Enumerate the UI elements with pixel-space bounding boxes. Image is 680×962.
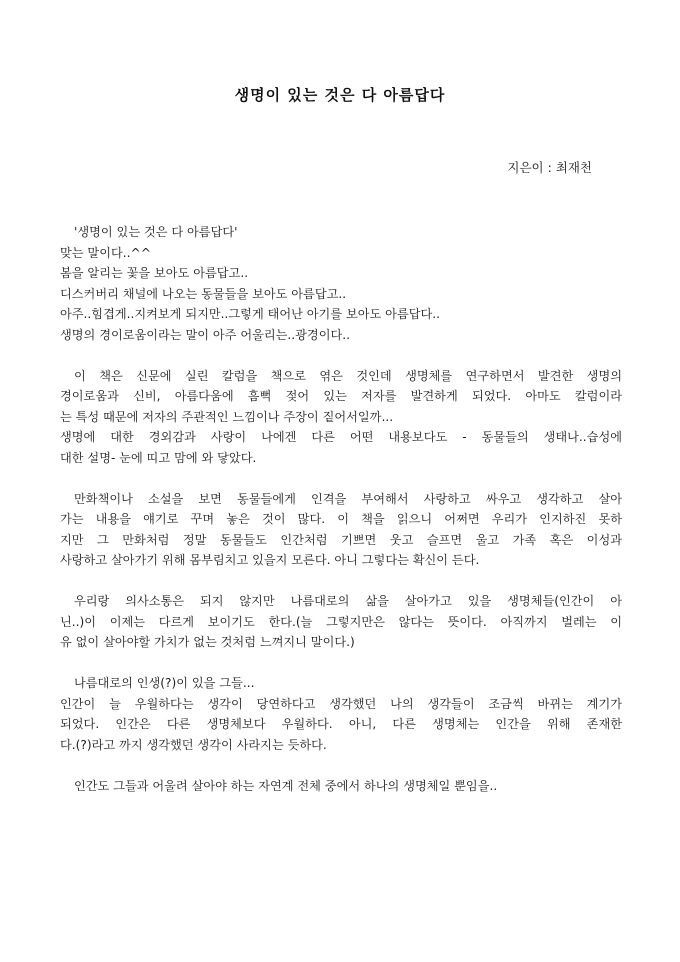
paragraph-line: '생명이 있는 것은 다 아름답다' bbox=[74, 225, 238, 239]
paragraph-line: 생명에 대한 경외감과 사랑이 나에겐 다른 어떤 내용보다도 - 동물들의 생태나..습성에 bbox=[60, 430, 622, 444]
paragraph-line: 생명의 경이로움이라는 말이 아주 어울리는..광경이다.. bbox=[60, 327, 351, 342]
paragraph-line: 인간도 그들과 어울려 살아야 하는 자연계 전체 중에서 하나의 생명체일 뿐임을.. bbox=[74, 778, 498, 793]
paragraph-gap bbox=[60, 653, 622, 674]
paragraph-line: 닌..)이 이제는 다르게 보이기도 한다.(늘 그렇지만은 않다는 뜻이다. 아직까지 벌레는 이 bbox=[60, 614, 622, 629]
paragraph-line: 되었다. 인간은 다른 생명체보다 우월하다. 아니, 다른 생명체는 인간을 위해 존재한 bbox=[60, 717, 622, 731]
paragraph-line: 지만 그 만화처럼 정말 동물들도 인간처럼 기쁘면 웃고 슬프면 울고 가족 혹은 이성과 bbox=[60, 532, 622, 547]
paragraph-line: 가는 내용을 얘기로 꾸며 놓은 것이 많다. 이 책을 읽으니 어쩌면 우리가 인지하진 못하 bbox=[60, 512, 622, 526]
paragraph-line: 유 없이 살아야할 가치가 없는 것처럼 느껴지니 말이다.) bbox=[60, 635, 355, 649]
paragraph-book-description bbox=[60, 366, 622, 469]
paragraph-gap bbox=[60, 571, 622, 592]
paragraph-gap bbox=[60, 468, 622, 489]
paragraph-line: 디스커버리 채널에 나오는 동물들을 보아도 아름답고.. bbox=[60, 286, 347, 301]
paragraph-communication bbox=[60, 591, 622, 653]
paragraph-line: 아주..힘겹게..지켜보게 되지만..그렇게 태어난 아기를 보아도 아름답다.. bbox=[60, 307, 441, 321]
paragraph-line: 이 책은 신문에 실린 칼럼을 책으로 엮은 것인데 생명체를 연구하면서 발견한 생명의 bbox=[74, 368, 622, 383]
paragraph-gap bbox=[60, 345, 622, 366]
paragraph-line: 나름대로의 인생(?)이 있을 그들... bbox=[74, 676, 255, 690]
paragraph-conclusion bbox=[60, 776, 622, 797]
paragraph-line: 사랑하고 살아가기 위해 몸부림치고 있을지 모른다. 아니 그렇다는 확신이 든다. bbox=[60, 553, 480, 567]
paragraph-line: 경이로움과 신비, 아름다움에 흠뻑 젖어 있는 저자를 발견하게 되었다. 아마도 칼럼이라 bbox=[60, 389, 622, 403]
paragraph-comics-novels bbox=[60, 489, 622, 571]
author-line: 지은이 : 최재천 bbox=[507, 160, 592, 175]
paragraph-line: 만화책이나 소설을 보면 동물들에게 인격을 부여해서 사랑하고 싸우고 생각하고 살아 bbox=[74, 491, 622, 506]
intro-paragraph bbox=[60, 222, 622, 345]
paragraph-line: 우리랑 의사소통은 되지 않지만 나름대로의 삶을 살아가고 있을 생명체들(인간이 아 bbox=[74, 594, 622, 608]
paragraph-line: 다.(?)라고 까지 생각했던 생각이 사라지는 듯하다. bbox=[60, 737, 327, 752]
paragraph-line: 맞는 말이다..^^ bbox=[60, 245, 151, 260]
paragraph-line: 는 특성 때문에 저자의 주관적인 느낌이나 주장이 짙어서일까... bbox=[60, 409, 394, 424]
paragraph-line: 인간이 늘 우월하다는 생각이 당연하다고 생각했던 나의 생각들이 조금씩 바뀌는 계기가 bbox=[60, 696, 622, 711]
paragraph-line: 봄을 알리는 꽃을 보아도 아름답고.. bbox=[60, 266, 249, 280]
paragraph-human-superiority bbox=[60, 673, 622, 755]
paragraph-line: 대한 설명- 눈에 띠고 맘에 와 닿았다. bbox=[60, 450, 257, 465]
document-body bbox=[60, 222, 622, 796]
paragraph-gap bbox=[60, 755, 622, 776]
document-title: 생명이 있는 것은 다 아름답다 bbox=[234, 86, 446, 104]
